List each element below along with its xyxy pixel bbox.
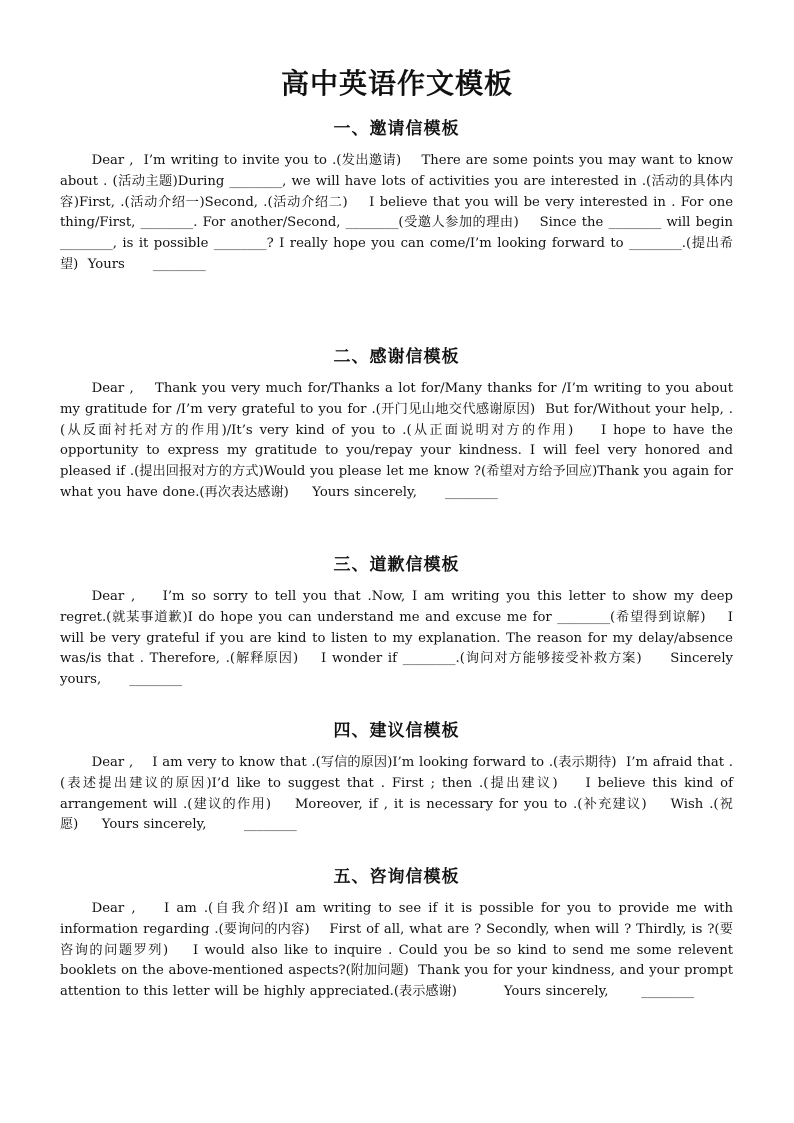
inquiry-letter-section <box>60 862 733 1003</box>
section-body: Dear , I am very to know that .(写信的原因)I’m looking forward to .(表示期待) I’m afraid that .(表述提出建议的原因)I’d like to suggest that . First ; then .(提出建议) I believe this kind of arrangement will .(建议的作用) Moreover, if , it is necessary for you to .(补充建议) Wish .(祝愿) Yours sincerely, ________ <box>60 755 733 833</box>
apology-letter-section <box>60 550 733 691</box>
document-title: 高中英语作文模板 <box>280 67 513 100</box>
section-body: Dear , I’m so sorry to tell you that .Now, I am writing you this letter to show my deep regret.(就某事道歉)I do hope you can understand me and excuse me for ________(希望得到谅解) I will be very grateful if you are kind to listen to my explanation. The reason for my delay/absence was/is that . Therefore, .(解释原因) I wonder if ________.(询问对方能够接受补救方案) Sincerely yours, ________ <box>60 589 733 688</box>
section-heading: 五、咨询信模板 <box>333 867 460 887</box>
invitation-letter-section <box>60 114 733 276</box>
thank-you-letter-section <box>60 342 733 504</box>
section-heading: 三、道歉信模板 <box>333 555 460 575</box>
suggestion-letter-section <box>60 716 733 836</box>
section-body: Dear , I’m writing to invite you to .(发出邀请) There are some points you may want to know about . (活动主题)During ________, we will have lots of activities you are interested in .(活动的具体内容)First, .(活动介绍一)Second, .(活动介绍二) I believe that you will be very interested in . For one thing/First, ________. For another/Second, ________(受邀人参加的理由) Since the ________ will begin ________, is it possible ________? I really hope you can come/I’m looking forward to ________.(提出希望) Yours ________ <box>60 153 733 272</box>
section-heading: 二、感谢信模板 <box>333 347 460 367</box>
section-body: Dear , I am .(自我介绍)I am writing to see if it is possible for you to provide me with information regarding .(要询问的内容) First of all, what are ? Secondly, when will ? Thirdly, is ?(要咨询的问题罗列) I would also like to inquire . Could you be so kind to send me some relevent booklets on the above-mentioned aspects?(附加问题) Thank you for your kindness, and your prompt attention to this letter will be highly appreciated.(表示感谢) Yours sincerely, ________ <box>60 901 733 1000</box>
section-body: Dear , Thank you very much for/Thanks a lot for/Many thanks for /I’m writing to you about my gratitude for /I’m very grateful to you for .(开门见山地交代感谢原因) But for/Without your help, .(从反面衬托对方的作用)/It’s very kind of you to .(从正面说明对方的作用) I hope to have the opportunity to express my gratitude to you/repay your kindness. I will feel very honored and pleased if .(提出回报对方的方式)Would you please let me know ?(希望对方给予回应)Thank you again for what you have done.(再次表达感谢) Yours sincerely, ________ <box>60 381 733 500</box>
section-heading: 四、建议信模板 <box>333 721 460 741</box>
section-heading: 一、邀请信模板 <box>333 119 460 139</box>
